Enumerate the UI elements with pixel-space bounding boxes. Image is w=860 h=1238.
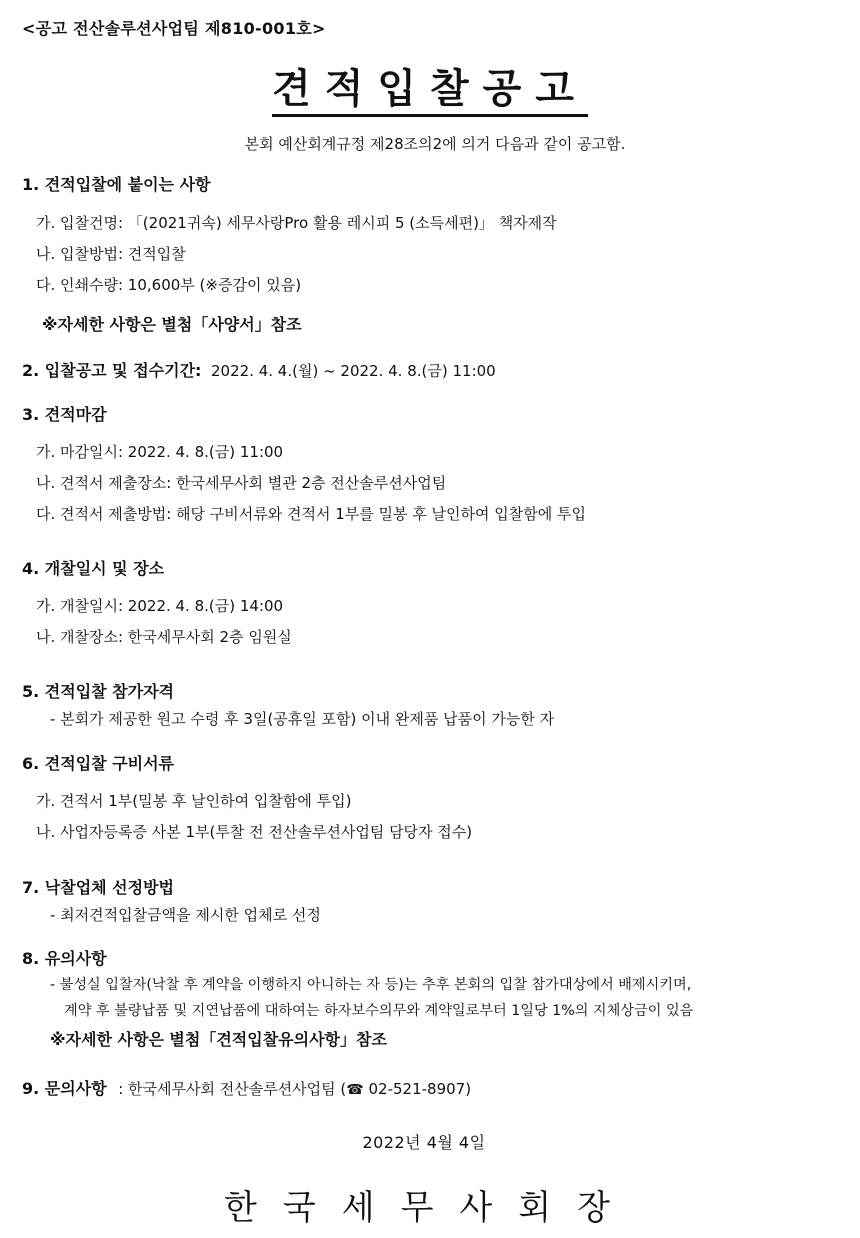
signature: 한국세무사회장: [224, 1188, 636, 1228]
section-3-item: 나. 견적서 제출장소: 한국세무사회 별관 2층 전산솔루션사업팀: [36, 474, 447, 492]
section-4-heading: 4. 개찰일시 및 장소: [22, 559, 165, 578]
section-8-note: ※자세한 사항은 별첨「견적입찰유의사항」참조: [50, 1030, 387, 1049]
section-3-item: 가. 마감일시: 2022. 4. 8.(금) 11:00: [36, 443, 284, 461]
section-9-phone: 02-521-8907): [363, 1080, 472, 1098]
section-9-row: [22, 1076, 471, 1099]
section-8-item: - 불성실 입찰자(낙찰 후 계약을 이행하지 아니하는 자 등)는 추후 본회의 입찰 참가대상에서 배제시키며,: [50, 977, 692, 993]
section-1-heading: 1. 견적입찰에 붙이는 사항: [22, 175, 211, 194]
section-4-item: 나. 개찰장소: 한국세무사회 2층 임원실: [36, 628, 292, 646]
intro-text: 본회 예산회계규정 제28조의2에 의거 다음과 같이 공고함.: [244, 135, 626, 153]
section-9-heading: 9. 문의사항: [22, 1079, 107, 1098]
section-1-item: 가. 입찰건명: 「(2021귀속) 세무사랑Pro 활용 레시피 5 (소득세편)」 책자제작: [36, 214, 557, 232]
section-8-item: 계약 후 불량납품 및 지연납품에 대하여는 하자보수의무와 계약일로부터 1일당 1%의 지체상금이 있음: [64, 1003, 694, 1019]
issue-date: 2022년 4월 4일: [362, 1133, 486, 1152]
section-2-row: [22, 358, 496, 381]
document-title-text: 견적입찰공고: [272, 66, 588, 117]
section-6-item: 나. 사업자등록증 사본 1부(투찰 전 전산솔루션사업팀 담당자 접수): [36, 823, 473, 841]
document-number: <공고 전산솔루션사업팀 제810-001호>: [22, 19, 326, 38]
document-title: [0, 66, 860, 117]
section-1-note: ※자세한 사항은 별첨「사양서」참조: [42, 315, 302, 334]
section-6-heading: 6. 견적입찰 구비서류: [22, 754, 174, 773]
section-7-item: - 최저견적입찰금액을 제시한 업체로 선정: [50, 906, 321, 924]
section-7-heading: 7. 낙찰업체 선정방법: [22, 878, 174, 897]
section-2-heading: 2. 입찰공고 및 접수기간:: [22, 361, 202, 380]
section-9-value-prefix: : 한국세무사회 전산솔루션사업팀 (: [118, 1080, 347, 1098]
section-1-item: 나. 입찰방법: 견적입찰: [36, 245, 186, 263]
section-2-value: 2022. 4. 4.(월) ~ 2022. 4. 8.(금) 11:00: [211, 362, 496, 380]
section-6-item: 가. 견적서 1부(밀봉 후 날인하여 입찰함에 투입): [36, 792, 352, 810]
section-4-item: 가. 개찰일시: 2022. 4. 8.(금) 14:00: [36, 597, 284, 615]
section-8-heading: 8. 유의사항: [22, 949, 107, 968]
section-5-heading: 5. 견적입찰 참가자격: [22, 682, 174, 701]
section-1-item: 다. 인쇄수량: 10,600부 (※증감이 있음): [36, 276, 302, 294]
section-3-item: 다. 견적서 제출방법: 해당 구비서류와 견적서 1부를 밀봉 후 날인하여 입찰함에 투입: [36, 505, 586, 523]
section-5-item: - 본회가 제공한 원고 수령 후 3일(공휴일 포함) 이내 완제품 납품이 가능한 자: [50, 710, 555, 728]
phone-icon: ☎: [346, 1082, 364, 1098]
section-3-heading: 3. 견적마감: [22, 405, 107, 424]
